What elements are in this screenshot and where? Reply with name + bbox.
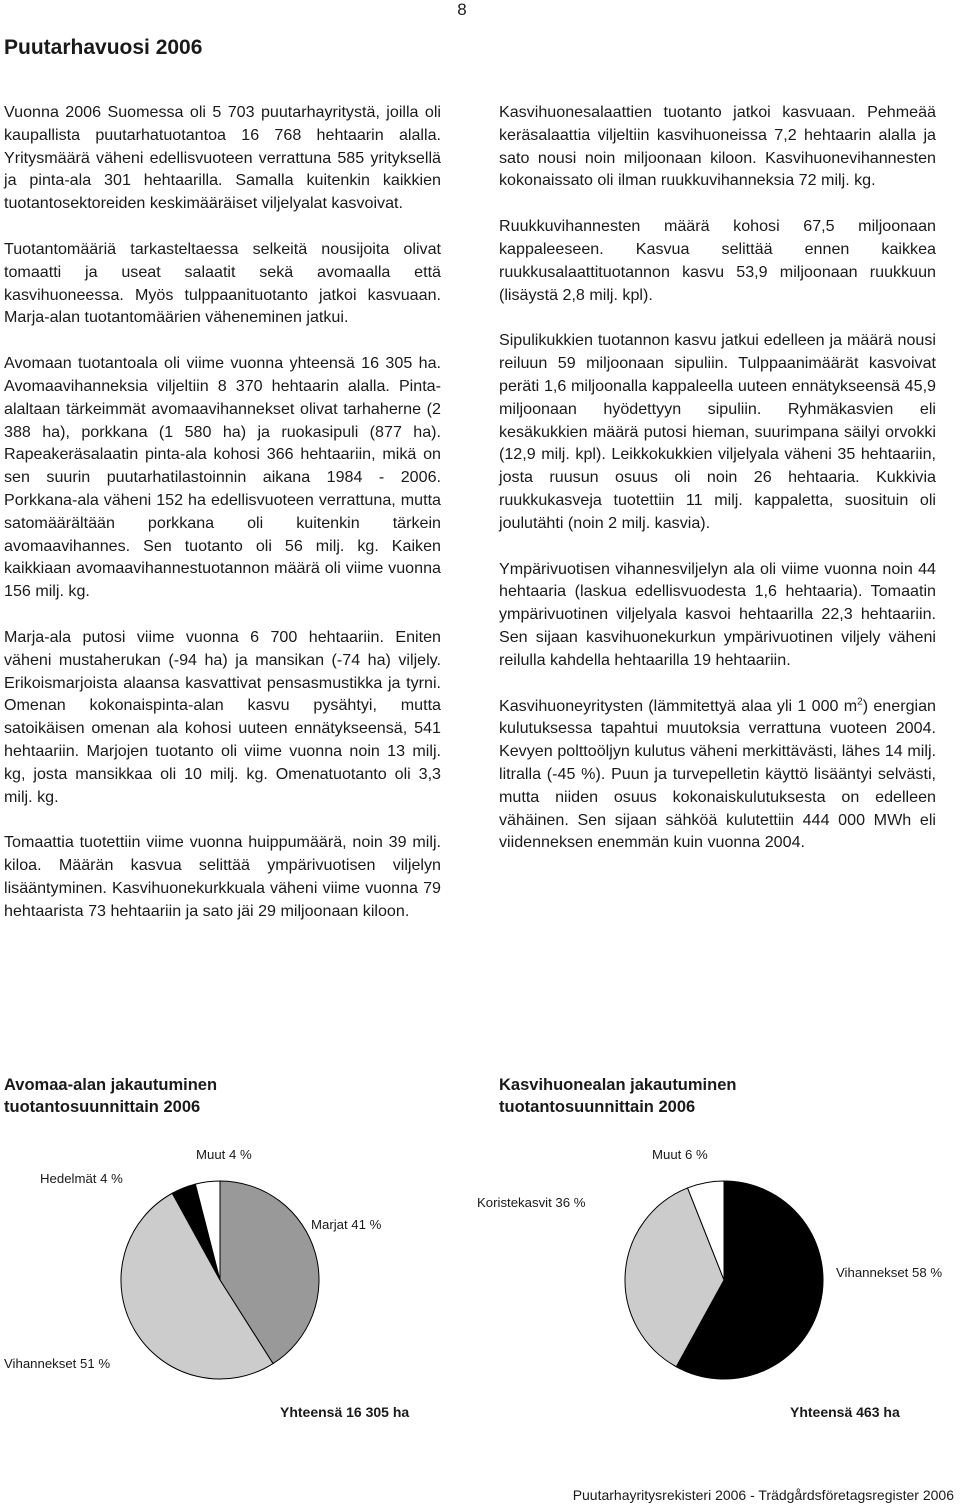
chart-total: Yhteensä 463 ha [790, 1404, 900, 1420]
slice-label: Koristekasvit 36 % [477, 1195, 586, 1210]
paragraph-text-after: ) energian kulutuksessa tapahtui muutoksia verrattuna vuoteen 2004. Kevyen polttoöljyn kulutus väheni merkittävästi, lähes 14 milj. litralla (-45 %). Puun ja turvepelletin käyttö lisääntyi selvästi, mutta niiden osuus kokonaiskulutuksesta on edelleen vähäinen. Sen sijaan sähköä kulutettiin 444 000 MWh eli viidenneksen enemmän kuin vuonna 2004. [499, 696, 936, 852]
right-column [499, 101, 936, 877]
paragraph: Sipulikukkien tuotannon kasvu jatkui edelleen ja määrä nousi reiluun 59 miljoonaan sipuliin. Tulppaanimäärät kasvoivat peräti 1,6 miljoonalla kappaleella uuteen ennätykseensä 45,9 miljoonaan hyödettyyn sipuliin. Ryhmäkasvien eli kesäkukkien määrä putosi hieman, suurimpana säilyi orvokki (12,9 milj. kpl). Leikkokukkien viljelyala väheni 35 hehtaariin, josta ruusun osuus oli noin 26 hehtaaria. Kukkivia ruukkukasveja tuotettiin 11 milj. kappaletta, suosituin oli joulutähti (noin 2 milj. kasvia). [499, 331, 936, 532]
page-footer: Puutarhayritysrekisteri 2006 - Trädgårdsföretagsregister 2006 [572, 1487, 954, 1503]
paragraph: Tomaattia tuotettiin viime vuonna huippumäärä, noin 39 milj. kiloa. Määrän kasvua selittää ympärivuotisen viljelyn lisääntyminen. Kasvihuonekurkkuala väheni viime vuonna 79 hehtaarista 73 hehtaariin ja sato jäi 29 miljoonaan kiloon. [4, 833, 441, 920]
chart-total: Yhteensä 16 305 ha [280, 1404, 410, 1420]
paragraph: Avomaan tuotantoala oli viime vuonna yhteensä 16 305 ha. Avomaavihanneksia viljeltiin 8 370 hehtaarin alalla. Pinta-alaltaan tärkeimmät avomaavihannekset olivat tarhaherne (2 388 ha), porkkana (1 580 ha) ja ruokasipuli (877 ha). Rapeakeräsalaatin pinta-ala kohosi 366 hehtaariin, mikä on sen suurin puutarhatilastoinnin aikana 1984 - 2006. Porkkana-ala väheni 152 ha edellisvuoteen verrattuna, mutta satomäärältään porkkana oli kuitenkin tärkein avomaavihannes. Sen tuotanto oli 56 milj. kg. Kaiken kaikkiaan avomaavihannestuotannon määrä oli viime vuonna 156 milj. kg. [4, 354, 441, 601]
slice-label: Muut 6 % [652, 1147, 708, 1162]
paragraph: Marja-ala putosi viime vuonna 6 700 hehtaariin. Eniten väheni mustaherukan (-94 ha) ja mansikan (-74 ha) viljely. Erikoismarjoista alaansa kasvattivat pensasmustikka ja tyrni. Omenan kokonaispinta-alan kasvu pysähtyi, mutta satoikäisen omenan ala kohosi uuteen ennätykseensä, 541 hehtaariin. Marjojen tuotanto oli viime vuonna noin 13 milj. kg, josta mansikkaa oli 10 milj. kg. Omenatuotanto oli 3,3 milj. kg. [4, 627, 441, 806]
pie-chart-avomaa [120, 1180, 320, 1380]
page-number: 8 [457, 0, 467, 19]
paragraph-energy [499, 695, 936, 855]
slice-label: Vihannekset 58 % [836, 1265, 943, 1280]
paragraph-text-before: Kasvihuoneyritysten (lämmitettyä alaa yli 1 000 m [499, 696, 858, 715]
pie-chart-kasvihuone [624, 1180, 824, 1380]
chart-title: Avomaa-alan jakautuminen tuotantosuunnittain 2006 [4, 1076, 218, 1116]
slice-label: Hedelmät 4 % [40, 1171, 123, 1186]
slice-label: Marjat 41 % [311, 1217, 382, 1232]
page-title: Puutarhavuosi 2006 [4, 36, 203, 59]
paragraph: Tuotantomääriä tarkasteltaessa selkeitä nousijoita olivat tomaatti ja useat salaatit sekä avomaalla että kasvihuoneessa. Myös tulppaanituotanto jatkoi kasvuaan. Marja-alan tuotantomäärien väheneminen jatkui. [4, 239, 441, 327]
slice-label: Muut 4 % [196, 1147, 252, 1162]
superscript: 2 [857, 696, 863, 708]
paragraph: Vuonna 2006 Suomessa oli 5 703 puutarhayritystä, joilla oli kaupallista puutarhatuotantoa 16 768 hehtaarin alalla. Yritysmäärä väheni edellisvuoteen verrattuna 585 yrityksellä ja pinta-ala 301 hehtaarilla. Samalla kuitenkin kaikkien tuotantosektoreiden keskimääräiset viljelyalat kasvoivat. [4, 103, 441, 213]
slice-label: Vihannekset 51 % [4, 1356, 111, 1371]
paragraph: Ruukkuvihannesten määrä kohosi 67,5 miljoonaan kappaleeseen. Kasvua selittää ennen kaikkea ruukkusalaattituotannon kasvu 53,9 miljoonaan ruukkuun (lisäystä 2,8 milj. kpl). [499, 217, 936, 304]
paragraph: Kasvihuonesalaattien tuotanto jatkoi kasvuaan. Pehmeää keräsalaattia viljeltiin kasvihuoneissa 7,2 hehtaarin alalla ja sato nousi noin miljoonaan kiloon. Kasvihuonevihannesten kokonaissato oli ilman ruukkuvihanneksia 72 milj. kg. [499, 103, 936, 190]
chart-title: Kasvihuonealan jakautuminen tuotantosuunnittain 2006 [499, 1076, 737, 1116]
paragraph: Ympärivuotisen vihannesviljelyn ala oli viime vuonna noin 44 hehtaaria (laskua edellisvuodesta 1,6 hehtaaria). Tomaatin ympärivuotinen viljelyala kasvoi hehtaarilla 22,3 hehtaariin. Sen sijaan kasvihuonekurkun ympärivuotinen viljely väheni reilulla kahdella hehtaarilla 19 hehtaariin. [499, 559, 936, 669]
left-column [4, 101, 441, 946]
